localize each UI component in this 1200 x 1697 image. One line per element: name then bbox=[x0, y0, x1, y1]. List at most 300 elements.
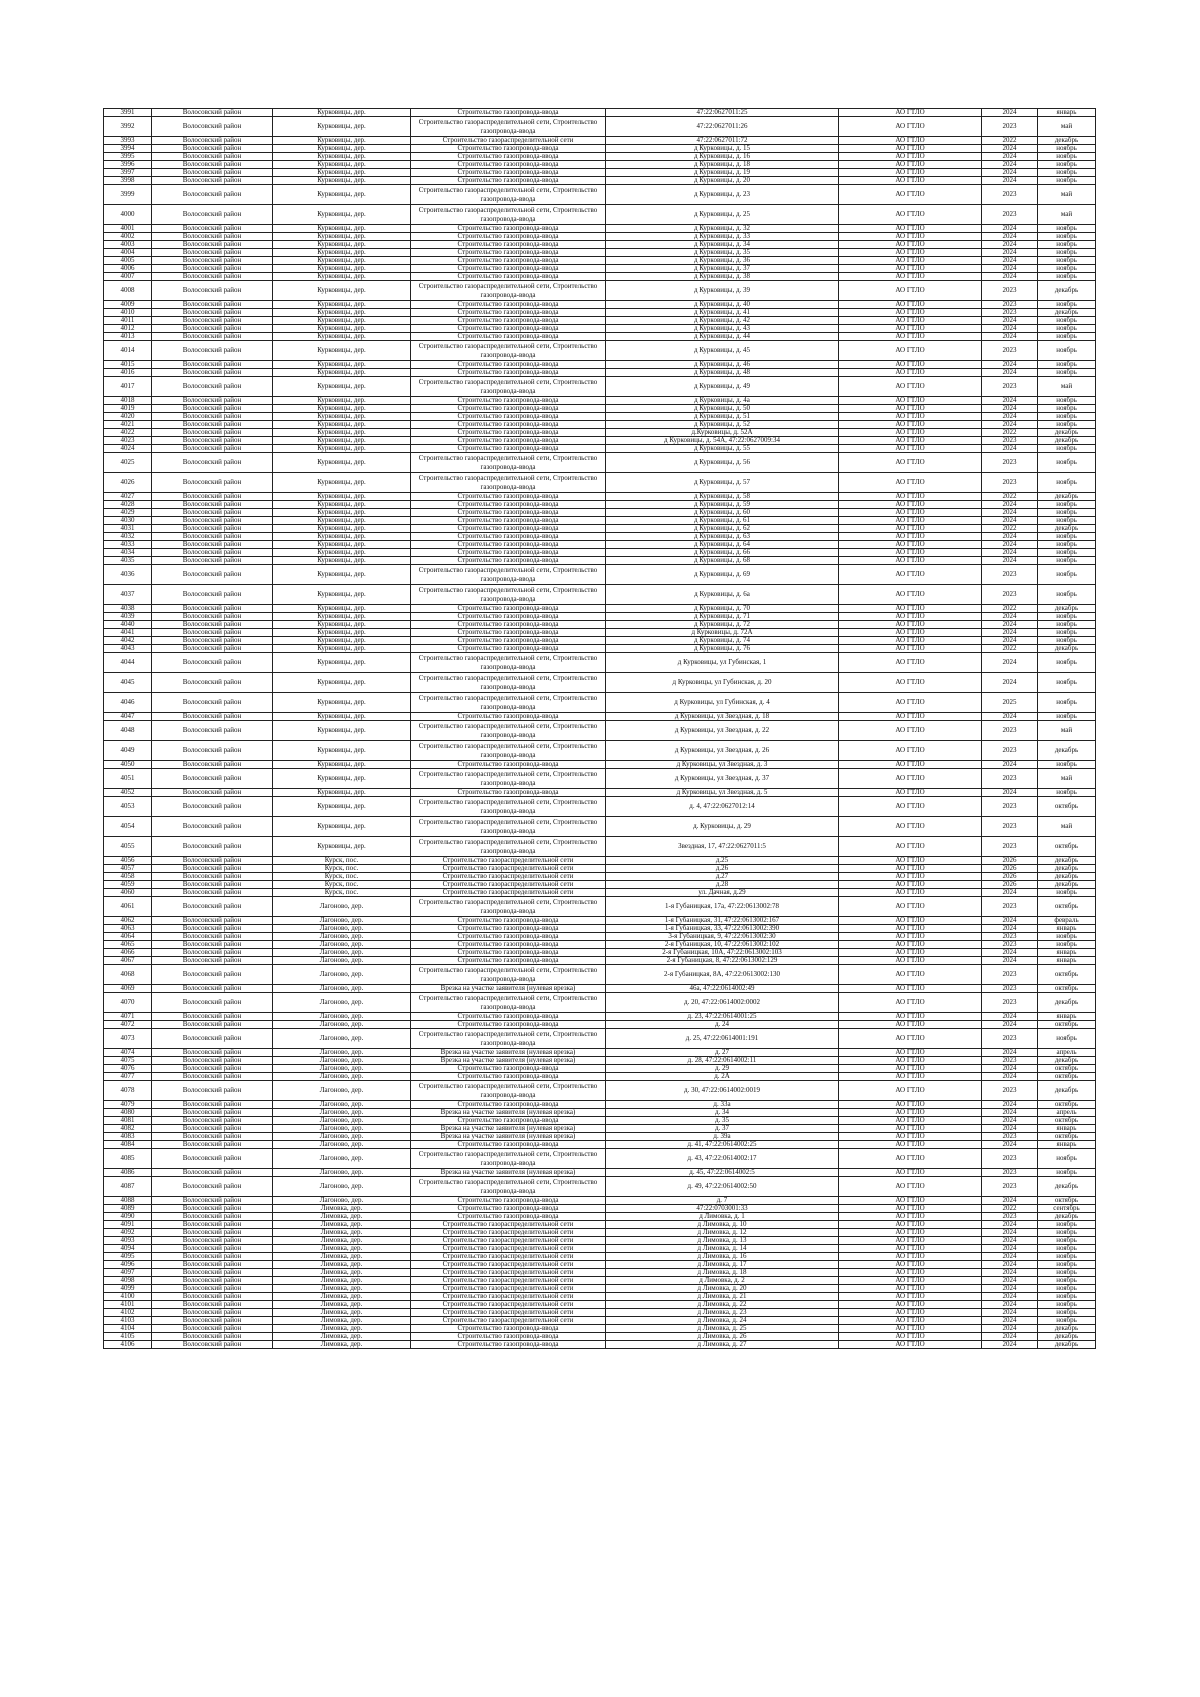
cell-contractor: АО ГТЛО bbox=[839, 1333, 982, 1341]
cell-year: 2024 bbox=[982, 1125, 1038, 1133]
cell-settlement: Курковицы, дер. bbox=[273, 341, 411, 361]
cell-settlement: Курковицы, дер. bbox=[273, 797, 411, 817]
cell-contractor: АО ГТЛО bbox=[839, 509, 982, 517]
table-row bbox=[104, 629, 1096, 637]
cell-settlement: Лимовка, дер. bbox=[273, 1285, 411, 1293]
cell-month: декабрь bbox=[1038, 281, 1096, 301]
cell-year: 2024 bbox=[982, 405, 1038, 413]
cell-contractor: АО ГТЛО bbox=[839, 1269, 982, 1277]
cell-month: ноябрь bbox=[1038, 301, 1096, 309]
cell-row-number: 4001 bbox=[104, 225, 152, 233]
table-row bbox=[104, 925, 1096, 933]
cell-month: ноябрь bbox=[1038, 241, 1096, 249]
cell-address: 1-я Губаницкая, 17а, 47:22:0613002:78 bbox=[606, 897, 839, 917]
cell-month: октябрь bbox=[1038, 1101, 1096, 1109]
cell-contractor: АО ГТЛО bbox=[839, 605, 982, 613]
cell-year: 2023 bbox=[982, 817, 1038, 837]
cell-work-type: Строительство газопровода-ввода bbox=[411, 233, 606, 241]
cell-work-type: Строительство газораспределительной сети bbox=[411, 1269, 606, 1277]
table-row bbox=[104, 397, 1096, 405]
cell-row-number: 4071 bbox=[104, 1013, 152, 1021]
cell-settlement: Лагоново, дер. bbox=[273, 917, 411, 925]
cell-work-type: Строительство газопровода-ввода bbox=[411, 145, 606, 153]
cell-work-type: Строительство газопровода-ввода bbox=[411, 1197, 606, 1205]
cell-settlement: Курковицы, дер. bbox=[273, 629, 411, 637]
cell-address: д Курковицы, д. 25 bbox=[606, 205, 839, 225]
cell-district: Волосовский район bbox=[152, 369, 273, 377]
cell-district: Волосовский район bbox=[152, 473, 273, 493]
cell-work-type: Строительство газораспределительной сети, Строительство газопровода-ввода bbox=[411, 205, 606, 225]
cell-year: 2022 bbox=[982, 525, 1038, 533]
cell-contractor: АО ГТЛО bbox=[839, 473, 982, 493]
cell-month: декабрь bbox=[1038, 1341, 1096, 1349]
cell-district: Волосовский район bbox=[152, 925, 273, 933]
cell-address: д Лимовка, д. 14 bbox=[606, 1245, 839, 1253]
cell-work-type: Строительство газораспределительной сети, Строительство газопровода-ввода bbox=[411, 837, 606, 857]
cell-row-number: 4097 bbox=[104, 1269, 152, 1277]
cell-settlement: Курковицы, дер. bbox=[273, 837, 411, 857]
cell-work-type: Строительство газопровода-ввода bbox=[411, 437, 606, 445]
cell-work-type: Строительство газораспределительной сети, Строительство газопровода-ввода bbox=[411, 965, 606, 985]
table-row bbox=[104, 637, 1096, 645]
table-row bbox=[104, 957, 1096, 965]
cell-year: 2024 bbox=[982, 621, 1038, 629]
table-row bbox=[104, 1229, 1096, 1237]
cell-settlement: Курковицы, дер. bbox=[273, 621, 411, 629]
cell-month: ноябрь bbox=[1038, 1253, 1096, 1261]
cell-year: 2024 bbox=[982, 225, 1038, 233]
cell-contractor: АО ГТЛО bbox=[839, 621, 982, 629]
table-row bbox=[104, 169, 1096, 177]
cell-address: д. 24 bbox=[606, 1021, 839, 1029]
cell-contractor: АО ГТЛО bbox=[839, 741, 982, 761]
cell-district: Волосовский район bbox=[152, 169, 273, 177]
cell-settlement: Курковицы, дер. bbox=[273, 265, 411, 273]
cell-contractor: АО ГТЛО bbox=[839, 549, 982, 557]
cell-month: ноябрь bbox=[1038, 397, 1096, 405]
cell-contractor: АО ГТЛО bbox=[839, 857, 982, 865]
cell-row-number: 3994 bbox=[104, 145, 152, 153]
cell-contractor: АО ГТЛО bbox=[839, 1169, 982, 1177]
cell-address: д Курковицы, д. 54А, 47:22:0627009:34 bbox=[606, 437, 839, 445]
cell-contractor: АО ГТЛО bbox=[839, 613, 982, 621]
cell-address: д Курковицы, д. 74 bbox=[606, 637, 839, 645]
cell-work-type: Строительство газопровода-ввода bbox=[411, 1341, 606, 1349]
cell-settlement: Лагоново, дер. bbox=[273, 1149, 411, 1169]
cell-year: 2024 bbox=[982, 1117, 1038, 1125]
cell-contractor: АО ГТЛО bbox=[839, 873, 982, 881]
cell-address: д Лимовка, д. 10 bbox=[606, 1221, 839, 1229]
cell-address: д Лимовка, д. 24 bbox=[606, 1317, 839, 1325]
cell-year: 2024 bbox=[982, 1309, 1038, 1317]
cell-month: ноябрь bbox=[1038, 1237, 1096, 1245]
cell-contractor: АО ГТЛО bbox=[839, 501, 982, 509]
cell-work-type: Строительство газораспределительной сети, Строительство газопровода-ввода bbox=[411, 693, 606, 713]
cell-address: д. 20, 47:22:0614002:0002 bbox=[606, 993, 839, 1013]
cell-address: д.28 bbox=[606, 881, 839, 889]
cell-contractor: АО ГТЛО bbox=[839, 957, 982, 965]
cell-address: д Курковицы, д. 40 bbox=[606, 301, 839, 309]
cell-month: январь bbox=[1038, 1125, 1096, 1133]
cell-year: 2023 bbox=[982, 1057, 1038, 1065]
cell-work-type: Строительство газопровода-ввода bbox=[411, 265, 606, 273]
cell-district: Волосовский район bbox=[152, 1133, 273, 1141]
cell-contractor: АО ГТЛО bbox=[839, 273, 982, 281]
cell-address: 47:22:0627011:72 bbox=[606, 137, 839, 145]
cell-contractor: АО ГТЛО bbox=[839, 837, 982, 857]
cell-year: 2023 bbox=[982, 965, 1038, 985]
cell-month: ноябрь bbox=[1038, 177, 1096, 185]
cell-work-type: Строительство газопровода-ввода bbox=[411, 541, 606, 549]
cell-district: Волосовский район bbox=[152, 741, 273, 761]
cell-work-type: Строительство газораспределительной сети, Строительство газопровода-ввода bbox=[411, 993, 606, 1013]
cell-address: д. 34 bbox=[606, 1109, 839, 1117]
cell-address: д.26 bbox=[606, 865, 839, 873]
table-row bbox=[104, 621, 1096, 629]
cell-month: декабрь bbox=[1038, 605, 1096, 613]
cell-month: ноябрь bbox=[1038, 517, 1096, 525]
cell-month: май bbox=[1038, 817, 1096, 837]
cell-row-number: 4052 bbox=[104, 789, 152, 797]
cell-settlement: Лимовка, дер. bbox=[273, 1317, 411, 1325]
cell-settlement: Лимовка, дер. bbox=[273, 1245, 411, 1253]
table-row bbox=[104, 421, 1096, 429]
cell-settlement: Курковицы, дер. bbox=[273, 645, 411, 653]
cell-contractor: АО ГТЛО bbox=[839, 1013, 982, 1021]
cell-settlement: Лагоново, дер. bbox=[273, 1057, 411, 1065]
cell-settlement: Лагоново, дер. bbox=[273, 941, 411, 949]
cell-district: Волосовский район bbox=[152, 445, 273, 453]
cell-contractor: АО ГТЛО bbox=[839, 453, 982, 473]
cell-settlement: Лагоново, дер. bbox=[273, 925, 411, 933]
cell-district: Волосовский район bbox=[152, 225, 273, 233]
cell-work-type: Врезка на участке заявителя (нулевая врезка) bbox=[411, 985, 606, 993]
cell-work-type: Строительство газораспределительной сети, Строительство газопровода-ввода bbox=[411, 565, 606, 585]
cell-row-number: 4011 bbox=[104, 317, 152, 325]
cell-year: 2024 bbox=[982, 249, 1038, 257]
cell-address: д Лимовка, д. 13 bbox=[606, 1237, 839, 1245]
cell-row-number: 4079 bbox=[104, 1101, 152, 1109]
cell-address: д.Курковицы, д. 52А bbox=[606, 429, 839, 437]
table-row bbox=[104, 429, 1096, 437]
cell-month: ноябрь bbox=[1038, 1169, 1096, 1177]
cell-work-type: Строительство газопровода-ввода bbox=[411, 509, 606, 517]
cell-contractor: АО ГТЛО bbox=[839, 1301, 982, 1309]
cell-month: ноябрь bbox=[1038, 621, 1096, 629]
cell-contractor: АО ГТЛО bbox=[839, 1341, 982, 1349]
cell-row-number: 4093 bbox=[104, 1237, 152, 1245]
cell-row-number: 4004 bbox=[104, 249, 152, 257]
cell-row-number: 4040 bbox=[104, 621, 152, 629]
cell-settlement: Курковицы, дер. bbox=[273, 673, 411, 693]
cell-month: ноябрь bbox=[1038, 421, 1096, 429]
cell-settlement: Курковицы, дер. bbox=[273, 533, 411, 541]
cell-year: 2022 bbox=[982, 429, 1038, 437]
cell-work-type: Строительство газораспределительной сети, Строительство газопровода-ввода bbox=[411, 117, 606, 137]
table-row bbox=[104, 265, 1096, 273]
cell-settlement: Лимовка, дер. bbox=[273, 1301, 411, 1309]
cell-year: 2023 bbox=[982, 1213, 1038, 1221]
table-row bbox=[104, 525, 1096, 533]
cell-work-type: Строительство газораспределительной сети bbox=[411, 1285, 606, 1293]
cell-settlement: Курковицы, дер. bbox=[273, 437, 411, 445]
cell-work-type: Строительство газораспределительной сети, Строительство газопровода-ввода bbox=[411, 897, 606, 917]
cell-year: 2024 bbox=[982, 1325, 1038, 1333]
cell-settlement: Лагоново, дер. bbox=[273, 897, 411, 917]
cell-district: Волосовский район bbox=[152, 333, 273, 341]
table-row bbox=[104, 1057, 1096, 1065]
cell-contractor: АО ГТЛО bbox=[839, 557, 982, 565]
cell-year: 2024 bbox=[982, 1317, 1038, 1325]
cell-address: д. 2А bbox=[606, 1073, 839, 1081]
cell-address: д.27 bbox=[606, 873, 839, 881]
cell-row-number: 4068 bbox=[104, 965, 152, 985]
cell-year: 2024 bbox=[982, 653, 1038, 673]
cell-contractor: АО ГТЛО bbox=[839, 421, 982, 429]
cell-district: Волосовский район bbox=[152, 1261, 273, 1269]
table-row bbox=[104, 881, 1096, 889]
cell-contractor: АО ГТЛО bbox=[839, 1049, 982, 1057]
cell-address: д Курковицы, д. 72А bbox=[606, 629, 839, 637]
cell-address: д Лимовка, д. 17 bbox=[606, 1261, 839, 1269]
cell-month: декабрь bbox=[1038, 1213, 1096, 1221]
cell-work-type: Строительство газопровода-ввода bbox=[411, 1117, 606, 1125]
cell-year: 2026 bbox=[982, 873, 1038, 881]
cell-settlement: Курковицы, дер. bbox=[273, 241, 411, 249]
cell-address: 47:22:0627011:25 bbox=[606, 109, 839, 117]
table-row bbox=[104, 1109, 1096, 1117]
cell-district: Волосовский район bbox=[152, 137, 273, 145]
cell-settlement: Лагоново, дер. bbox=[273, 1109, 411, 1117]
cell-month: ноябрь bbox=[1038, 1293, 1096, 1301]
cell-settlement: Курковицы, дер. bbox=[273, 509, 411, 517]
cell-row-number: 4045 bbox=[104, 673, 152, 693]
cell-work-type: Строительство газопровода-ввода bbox=[411, 533, 606, 541]
cell-year: 2023 bbox=[982, 897, 1038, 917]
table-row bbox=[104, 413, 1096, 421]
cell-contractor: АО ГТЛО bbox=[839, 429, 982, 437]
cell-work-type: Строительство газораспределительной сети bbox=[411, 857, 606, 865]
cell-work-type: Строительство газораспределительной сети bbox=[411, 1277, 606, 1285]
cell-settlement: Курковицы, дер. bbox=[273, 273, 411, 281]
cell-settlement: Курковицы, дер. bbox=[273, 713, 411, 721]
cell-settlement: Курковицы, дер. bbox=[273, 233, 411, 241]
cell-row-number: 3996 bbox=[104, 161, 152, 169]
cell-contractor: АО ГТЛО bbox=[839, 693, 982, 713]
cell-settlement: Лимовка, дер. bbox=[273, 1325, 411, 1333]
cell-month: май bbox=[1038, 769, 1096, 789]
cell-row-number: 4062 bbox=[104, 917, 152, 925]
cell-contractor: АО ГТЛО bbox=[839, 1021, 982, 1029]
cell-address: д Курковицы, д. 63 bbox=[606, 533, 839, 541]
cell-district: Волосовский район bbox=[152, 873, 273, 881]
cell-work-type: Строительство газопровода-ввода bbox=[411, 1141, 606, 1149]
cell-month: ноябрь bbox=[1038, 341, 1096, 361]
cell-address: д Лимовка, д. 1 bbox=[606, 1213, 839, 1221]
cell-contractor: АО ГТЛО bbox=[839, 109, 982, 117]
cell-work-type: Строительство газопровода-ввода bbox=[411, 309, 606, 317]
cell-month: декабрь bbox=[1038, 1177, 1096, 1197]
cell-row-number: 4002 bbox=[104, 233, 152, 241]
cell-month: ноябрь bbox=[1038, 889, 1096, 897]
table-row bbox=[104, 769, 1096, 789]
cell-row-number: 3992 bbox=[104, 117, 152, 137]
cell-district: Волосовский район bbox=[152, 1197, 273, 1205]
cell-contractor: АО ГТЛО bbox=[839, 1213, 982, 1221]
cell-district: Волосовский район bbox=[152, 621, 273, 629]
cell-work-type: Строительство газопровода-ввода bbox=[411, 405, 606, 413]
cell-address: 47:22:0627011:26 bbox=[606, 117, 839, 137]
cell-district: Волосовский район bbox=[152, 453, 273, 473]
cell-address: д. 28, 47:22:0614002:11 bbox=[606, 1057, 839, 1065]
cell-row-number: 4077 bbox=[104, 1073, 152, 1081]
table-row bbox=[104, 369, 1096, 377]
table-row bbox=[104, 965, 1096, 985]
cell-address: д Лимовка, д. 22 bbox=[606, 1301, 839, 1309]
cell-year: 2024 bbox=[982, 957, 1038, 965]
cell-year: 2024 bbox=[982, 273, 1038, 281]
cell-address: д Лимовка, д. 20 bbox=[606, 1285, 839, 1293]
cell-settlement: Курковицы, дер. bbox=[273, 153, 411, 161]
cell-row-number: 4048 bbox=[104, 721, 152, 741]
cell-settlement: Курковицы, дер. bbox=[273, 541, 411, 549]
table-row bbox=[104, 185, 1096, 205]
table-row bbox=[104, 473, 1096, 493]
table-row bbox=[104, 933, 1096, 941]
table-row bbox=[104, 1149, 1096, 1169]
cell-address: д. 43, 47:22:0614002:17 bbox=[606, 1149, 839, 1169]
cell-work-type: Строительство газопровода-ввода bbox=[411, 225, 606, 233]
table-row bbox=[104, 1269, 1096, 1277]
cell-district: Волосовский район bbox=[152, 437, 273, 445]
cell-district: Волосовский район bbox=[152, 525, 273, 533]
cell-work-type: Врезка на участке заявителя (нулевая врезка) bbox=[411, 1133, 606, 1141]
cell-address: д Курковицы, д. 38 bbox=[606, 273, 839, 281]
cell-year: 2023 bbox=[982, 205, 1038, 225]
cell-contractor: АО ГТЛО bbox=[839, 1057, 982, 1065]
cell-work-type: Строительство газопровода-ввода bbox=[411, 517, 606, 525]
table-row bbox=[104, 301, 1096, 309]
cell-year: 2024 bbox=[982, 925, 1038, 933]
cell-work-type: Строительство газораспределительной сети, Строительство газопровода-ввода bbox=[411, 377, 606, 397]
cell-work-type: Строительство газопровода-ввода bbox=[411, 1205, 606, 1213]
cell-settlement: Курковицы, дер. bbox=[273, 789, 411, 797]
cell-year: 2024 bbox=[982, 257, 1038, 265]
cell-month: ноябрь bbox=[1038, 453, 1096, 473]
cell-contractor: АО ГТЛО bbox=[839, 225, 982, 233]
table-body bbox=[104, 109, 1096, 1349]
cell-district: Волосовский район bbox=[152, 761, 273, 769]
cell-year: 2023 bbox=[982, 721, 1038, 741]
cell-contractor: АО ГТЛО bbox=[839, 493, 982, 501]
cell-year: 2024 bbox=[982, 233, 1038, 241]
cell-year: 2024 bbox=[982, 317, 1038, 325]
cell-month: январь bbox=[1038, 1141, 1096, 1149]
cell-address: д Курковицы, д. 55 bbox=[606, 445, 839, 453]
cell-month: ноябрь bbox=[1038, 637, 1096, 645]
cell-work-type: Строительство газопровода-ввода bbox=[411, 1073, 606, 1081]
cell-settlement: Курковицы, дер. bbox=[273, 653, 411, 673]
cell-row-number: 4059 bbox=[104, 881, 152, 889]
cell-work-type: Строительство газораспределительной сети bbox=[411, 137, 606, 145]
cell-address: д. 35 bbox=[606, 1117, 839, 1125]
gasification-table bbox=[103, 108, 1096, 1349]
cell-row-number: 4074 bbox=[104, 1049, 152, 1057]
cell-address: 1-я Губаницкая, 31, 47:22:0613002:167 bbox=[606, 917, 839, 925]
cell-settlement: Курск, пос. bbox=[273, 857, 411, 865]
cell-work-type: Строительство газопровода-ввода bbox=[411, 1101, 606, 1109]
cell-contractor: АО ГТЛО bbox=[839, 1125, 982, 1133]
cell-address: д. 33а bbox=[606, 1101, 839, 1109]
cell-settlement: Курковицы, дер. bbox=[273, 493, 411, 501]
cell-work-type: Строительство газораспределительной сети, Строительство газопровода-ввода bbox=[411, 341, 606, 361]
cell-row-number: 4104 bbox=[104, 1325, 152, 1333]
cell-district: Волосовский район bbox=[152, 397, 273, 405]
cell-district: Волосовский район bbox=[152, 797, 273, 817]
cell-contractor: АО ГТЛО bbox=[839, 1149, 982, 1169]
cell-year: 2024 bbox=[982, 361, 1038, 369]
cell-address: д Курковицы, д. 59 bbox=[606, 501, 839, 509]
cell-row-number: 3997 bbox=[104, 169, 152, 177]
cell-address: 47:22:0703001:33 bbox=[606, 1205, 839, 1213]
cell-year: 2024 bbox=[982, 501, 1038, 509]
cell-contractor: АО ГТЛО bbox=[839, 301, 982, 309]
cell-year: 2023 bbox=[982, 377, 1038, 397]
cell-month: октябрь bbox=[1038, 837, 1096, 857]
cell-settlement: Лимовка, дер. bbox=[273, 1221, 411, 1229]
cell-settlement: Лагоново, дер. bbox=[273, 1065, 411, 1073]
cell-district: Волосовский район bbox=[152, 509, 273, 517]
cell-district: Волосовский район bbox=[152, 1301, 273, 1309]
cell-row-number: 4078 bbox=[104, 1081, 152, 1101]
cell-year: 2024 bbox=[982, 541, 1038, 549]
cell-year: 2023 bbox=[982, 1169, 1038, 1177]
cell-address: д Курковицы, д. 45 bbox=[606, 341, 839, 361]
cell-district: Волосовский район bbox=[152, 949, 273, 957]
cell-contractor: АО ГТЛО bbox=[839, 117, 982, 137]
cell-work-type: Врезка на участке заявителя (нулевая врезка) bbox=[411, 1125, 606, 1133]
cell-district: Волосовский район bbox=[152, 653, 273, 673]
cell-address: 46а, 47:22:0614002:49 bbox=[606, 985, 839, 993]
table-row bbox=[104, 1261, 1096, 1269]
cell-month: ноябрь bbox=[1038, 1221, 1096, 1229]
cell-work-type: Строительство газопровода-ввода bbox=[411, 789, 606, 797]
cell-year: 2024 bbox=[982, 369, 1038, 377]
cell-contractor: АО ГТЛО bbox=[839, 1237, 982, 1245]
cell-row-number: 4012 bbox=[104, 325, 152, 333]
cell-row-number: 4100 bbox=[104, 1293, 152, 1301]
table-row bbox=[104, 533, 1096, 541]
cell-year: 2024 bbox=[982, 713, 1038, 721]
cell-contractor: АО ГТЛО bbox=[839, 1133, 982, 1141]
table-row bbox=[104, 549, 1096, 557]
cell-month: октябрь bbox=[1038, 1117, 1096, 1125]
cell-month: ноябрь bbox=[1038, 161, 1096, 169]
cell-settlement: Курковицы, дер. bbox=[273, 637, 411, 645]
cell-district: Волосовский район bbox=[152, 1177, 273, 1197]
cell-month: декабрь bbox=[1038, 873, 1096, 881]
cell-address: д Курковицы, д. 49 bbox=[606, 377, 839, 397]
table-row bbox=[104, 1125, 1096, 1133]
cell-contractor: АО ГТЛО bbox=[839, 205, 982, 225]
cell-row-number: 4094 bbox=[104, 1245, 152, 1253]
cell-settlement: Лагоново, дер. bbox=[273, 949, 411, 957]
cell-work-type: Строительство газопровода-ввода bbox=[411, 525, 606, 533]
cell-month: ноябрь bbox=[1038, 673, 1096, 693]
cell-year: 2024 bbox=[982, 1333, 1038, 1341]
cell-row-number: 4043 bbox=[104, 645, 152, 653]
cell-district: Волосовский район bbox=[152, 1073, 273, 1081]
